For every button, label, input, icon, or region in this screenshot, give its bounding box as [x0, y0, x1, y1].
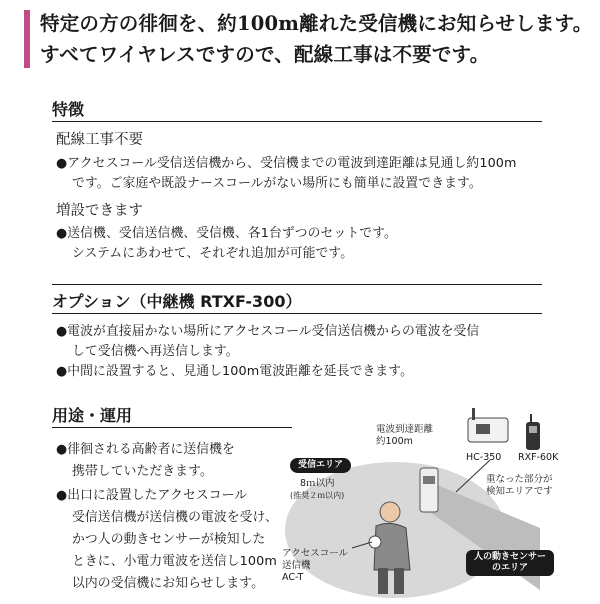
option-text-1: ●電波が直接届かない場所にアクセスコール受信送信機からの電波を受信 — [56, 324, 480, 339]
headline-1: 特定の方の徘徊を、約100m離れた受信機にお知らせします。 — [40, 12, 593, 35]
features-text-3: ●送信機、受信送信機、受信機、各1台ずつのセットです。 — [56, 226, 397, 241]
model-hc350: HC-350 — [466, 452, 502, 463]
range-label-2: 約100m — [376, 436, 413, 447]
model-rxf60k: RXF-60K — [518, 452, 559, 463]
usage-rule — [52, 427, 292, 428]
sensor-area-label-2: のエリア — [492, 563, 529, 573]
usage-text-1: ●徘徊される高齢者に送信機を — [56, 442, 235, 457]
usage-text-2: 携帯していただきます。 — [72, 464, 213, 479]
sensor-area-badge — [466, 550, 554, 576]
page-header — [24, 6, 594, 68]
distance-label-1: 8ｍ以内 — [300, 478, 335, 489]
features-sub-1: 配線工事不要 — [56, 132, 143, 148]
distance-label-2: (推奨２ｍ以内) — [290, 491, 345, 500]
option-text-2: して受信機へ再送信します。 — [72, 344, 239, 359]
usage-text-7: 以内の受信機にお知らせします。 — [72, 576, 265, 591]
features-sub-2: 増設できます — [56, 203, 143, 219]
features-text-1: ●アクセスコール受信送信機から、受信機までの電波到達距離は見通し約100m — [56, 156, 517, 171]
option-rule — [52, 313, 542, 314]
usage-text-6: ときに、小電力電波を送信し100m — [72, 554, 277, 569]
overlap-label-1: 重なった部分が — [486, 474, 553, 485]
usage-text-5: かつ人の動きセンサーが検知した — [72, 532, 266, 547]
transmitter-label-2: 送信機 — [282, 560, 311, 571]
access-call-unit-icon — [420, 468, 438, 512]
option-title: オプション（中継機 RTXF-300） — [52, 292, 302, 311]
features-text-2: です。ご家庭や既設ナースコールがない場所にも簡単に設置できます。 — [72, 176, 482, 191]
usage-title: 用途・運用 — [52, 406, 133, 425]
features-rule — [52, 121, 542, 122]
features-title: 特徴 — [52, 100, 85, 119]
receiver-hc350-icon — [468, 408, 508, 442]
usage-text-4: 受信送信機が送信機の電波を受け、 — [72, 510, 278, 525]
reception-area-badge: 受信エリア — [290, 458, 351, 473]
sensor-area-label-1: 人の動きセンサー — [474, 552, 547, 562]
option-rule-top — [52, 284, 542, 285]
header-accent-bar — [24, 10, 30, 68]
features-text-4: システムにあわせて、それぞれ追加が可能です。 — [72, 246, 354, 261]
transmitter-label-1: アクセスコール — [282, 548, 349, 559]
range-label-1: 電波到達距離 — [376, 424, 434, 435]
installation-diagram — [280, 400, 600, 600]
headline-2: すべてワイヤレスですので、配線工事は不要です。 — [40, 43, 490, 66]
option-text-3: ●中間に設置すると、見通し100m電波距離を延長できます。 — [56, 364, 414, 379]
receiver-rxf60k-icon — [526, 414, 540, 450]
usage-text-3: ●出口に設置したアクセスコール — [56, 488, 248, 503]
transmitter-label-3: AC-T — [282, 572, 304, 583]
overlap-label-2: 検知エリアです — [486, 486, 553, 497]
